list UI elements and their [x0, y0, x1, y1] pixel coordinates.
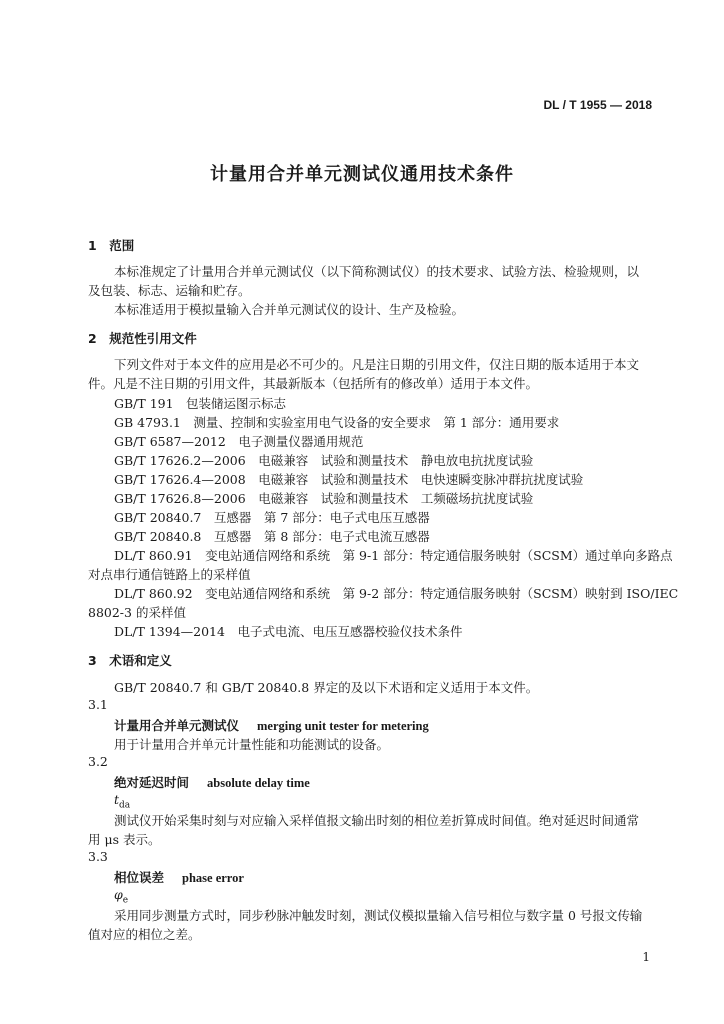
- reference-item: DL/T 860.91 变电站通信网络和系统 第 9-1 部分：特定通信服务映射（SCSM）通过单向多路点: [114, 548, 673, 563]
- term-heading: [114, 716, 429, 734]
- reference-item: GB/T 6587—2012 电子测量仪器通用规范: [114, 434, 364, 449]
- term-definition-continuation: 用 μs 表示。: [88, 832, 161, 847]
- section-2-heading: 2 规范性引用文件: [88, 331, 197, 346]
- page-number: 1: [642, 950, 650, 964]
- reference-item: GB/T 17626.2—2006 电磁兼容 试验和测量技术 静电放电抗扰度试验: [114, 453, 534, 468]
- reference-item: GB/T 191 包装储运图示标志: [114, 396, 287, 411]
- section-1-para1-line1: 本标准规定了计量用合并单元测试仪（以下简称测试仪）的技术要求、试验方法、检验规则，以: [114, 264, 640, 279]
- section-1-para1-line2: 及包装、标志、运输和贮存。: [88, 283, 251, 298]
- section-3-intro: GB/T 20840.7 和 GB/T 20840.8 界定的及以下术语和定义适用于本文件。: [114, 680, 539, 695]
- reference-item-continuation: 对点串行通信链路上的采样值: [88, 567, 251, 582]
- document-title: 计量用合并单元测试仪通用技术条件: [210, 164, 514, 185]
- symbol-subscript: e: [122, 895, 129, 906]
- term-definition: 采用同步测量方式时，同步秒脉冲触发时刻，测试仪模拟量输入信号相位与数字量 0 号报文传输: [114, 908, 643, 923]
- reference-item: GB/T 20840.7 互感器 第 7 部分：电子式电压互感器: [114, 510, 430, 525]
- term-definition-continuation: 值对应的相位之差。: [88, 927, 201, 942]
- term-number: 3.1: [88, 697, 108, 712]
- term-en: phase error: [182, 871, 244, 885]
- term-heading: [114, 868, 244, 886]
- reference-item: GB 4793.1 测量、控制和实验室用电气设备的安全要求 第 1 部分：通用要求: [114, 415, 560, 430]
- reference-item: GB/T 17626.4—2008 电磁兼容 试验和测量技术 电快速瞬变脉冲群抗扰度试验: [114, 472, 584, 487]
- reference-item: DL/T 860.92 变电站通信网络和系统 第 9-2 部分：特定通信服务映射（SCSM）映射到 ISO/IEC: [114, 586, 679, 601]
- reference-item-continuation: 8802-3 的采样值: [88, 605, 186, 620]
- reference-item: DL/T 1394—2014 电子式电流、电压互感器校验仪技术条件: [114, 624, 463, 639]
- term-symbol: [114, 887, 128, 906]
- term-zh: 相位误差: [114, 870, 165, 885]
- standard-number: DL / T 1955 — 2018: [543, 98, 652, 112]
- term-zh: 计量用合并单元测试仪: [114, 718, 240, 733]
- term-definition: 测试仪开始采集时刻与对应输入采样值报文输出时刻的相位差折算成时间值。绝对延迟时间通常: [114, 813, 640, 828]
- section-2-intro-line1: 下列文件对于本文件的应用是必不可少的。凡是注日期的引用文件，仅注日期的版本适用于本文: [114, 357, 640, 372]
- symbol-base: φ: [114, 887, 123, 902]
- term-en: absolute delay time: [207, 776, 310, 790]
- term-symbol: [114, 792, 130, 811]
- term-number: 3.3: [88, 849, 108, 864]
- symbol-subscript: da: [119, 800, 131, 811]
- symbol-base: t: [114, 792, 120, 807]
- term-heading: [114, 773, 310, 791]
- section-3-heading: 3 术语和定义: [88, 653, 172, 668]
- term-definition: 用于计量用合并单元计量性能和功能测试的设备。: [114, 737, 390, 752]
- section-1-heading: 1 范围: [88, 238, 135, 253]
- term-number: 3.2: [88, 754, 108, 769]
- section-1-para2: 本标准适用于模拟量输入合并单元测试仪的设计、生产及检验。: [114, 302, 465, 317]
- term-en: merging unit tester for metering: [257, 719, 429, 733]
- reference-item: GB/T 20840.8 互感器 第 8 部分：电子式电流互感器: [114, 529, 430, 544]
- term-zh: 绝对延迟时间: [114, 775, 190, 790]
- reference-item: GB/T 17626.8—2006 电磁兼容 试验和测量技术 工频磁场抗扰度试验: [114, 491, 534, 506]
- section-2-intro-line2: 件。凡是不注日期的引用文件，其最新版本（包括所有的修改单）适用于本文件。: [88, 376, 539, 391]
